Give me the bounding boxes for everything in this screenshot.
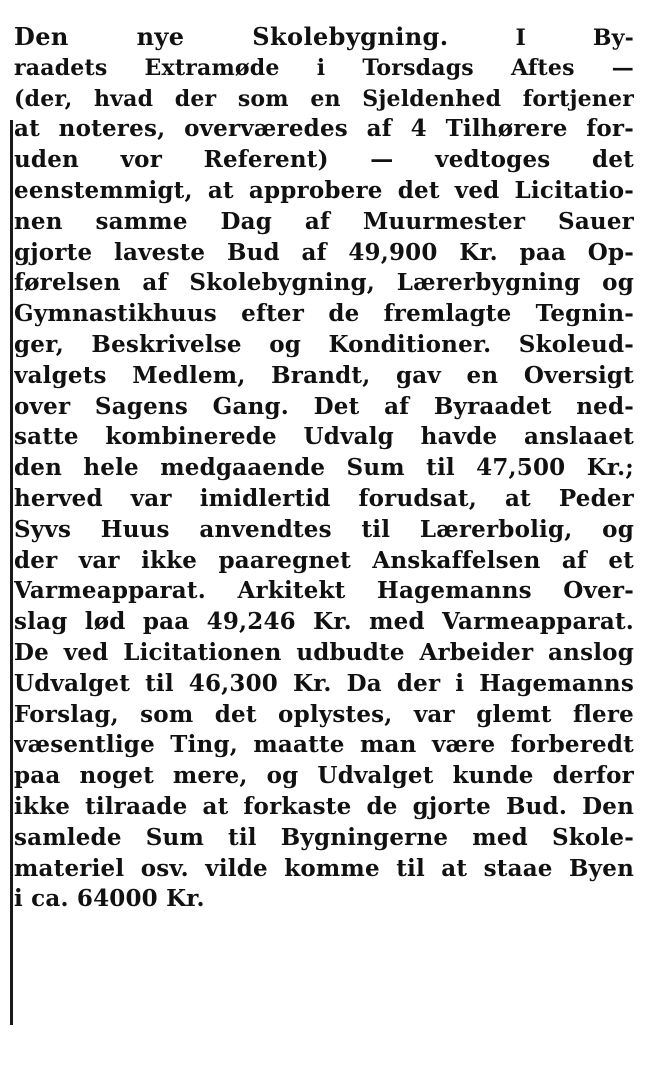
article-line: raadets Extramøde i Torsdags Aftes — <box>14 54 634 81</box>
article-line: paa noget mere, og Udvalget kunde derfor <box>14 762 634 790</box>
article-line: De ved Licitationen udbudte Arbeider anslog <box>14 638 634 666</box>
article-line: (der, hvad der som en Sjeldenhed fortjener <box>14 85 634 112</box>
article-last-line: i ca. 64000 Kr. <box>14 885 205 913</box>
article-line: at noteres, overværedes af 4 Tilhørere for- <box>14 115 634 143</box>
article-first-line <box>14 22 634 53</box>
article-line: samlede Sum til Bygningerne med Skole- <box>14 823 634 851</box>
article-line: der var ikke paaregnet Anskaffelsen af et <box>14 546 634 574</box>
column-rule <box>10 120 13 1025</box>
article-line: uden vor Referent) — vedtoges det <box>14 146 634 174</box>
article-line: herved var imidlertid forudsat, at Peder <box>14 484 634 512</box>
article-line: nen samme Dag af Muurmester Sauer <box>14 207 634 235</box>
article-line: gjorte laveste Bud af 49,900 Kr. paa Op- <box>14 238 634 266</box>
article-line: førelsen af Skolebygning, Lærerbygning og <box>14 269 634 297</box>
article-line: ikke tilraade at forkaste de gjorte Bud. Den <box>14 792 634 820</box>
article-line: Gymnastikhuus efter de fremlagte Tegnin- <box>14 300 634 328</box>
article-line: væsentlige Ting, maatte man være forberedt <box>14 731 634 759</box>
article-line: valgets Medlem, Brandt, gav en Oversigt <box>14 361 634 389</box>
article-line: slag lød paa 49,246 Kr. med Varmeapparat. <box>14 608 634 636</box>
article-line: Forslag, som det oplystes, var glemt flere <box>14 700 634 728</box>
article-line: ger, Beskrivelse og Konditioner. Skoleud- <box>14 330 634 358</box>
article-line: Syvs Huus anvendtes til Lærerbolig, og <box>14 515 634 543</box>
article-line: Varmeapparat. Arkitekt Hagemanns Over- <box>14 577 634 605</box>
article-line: over Sagens Gang. Det af Byraadet ned- <box>14 392 634 420</box>
article-line: I By- <box>515 25 634 51</box>
article-line: eenstemmigt, at approbere det ved Licitatio- <box>14 176 634 204</box>
article-headline: Den nye Skolebygning. <box>14 22 449 51</box>
article-line: materiel osv. vilde komme til at staae Byen <box>14 854 634 882</box>
article-line: Udvalget til 46,300 Kr. Da der i Hagemanns <box>14 669 634 697</box>
article-line: satte kombinerede Udvalg havde anslaaet <box>14 423 634 451</box>
article-line: den hele medgaaende Sum til 47,500 Kr.; <box>14 454 634 482</box>
article-column <box>14 22 634 915</box>
